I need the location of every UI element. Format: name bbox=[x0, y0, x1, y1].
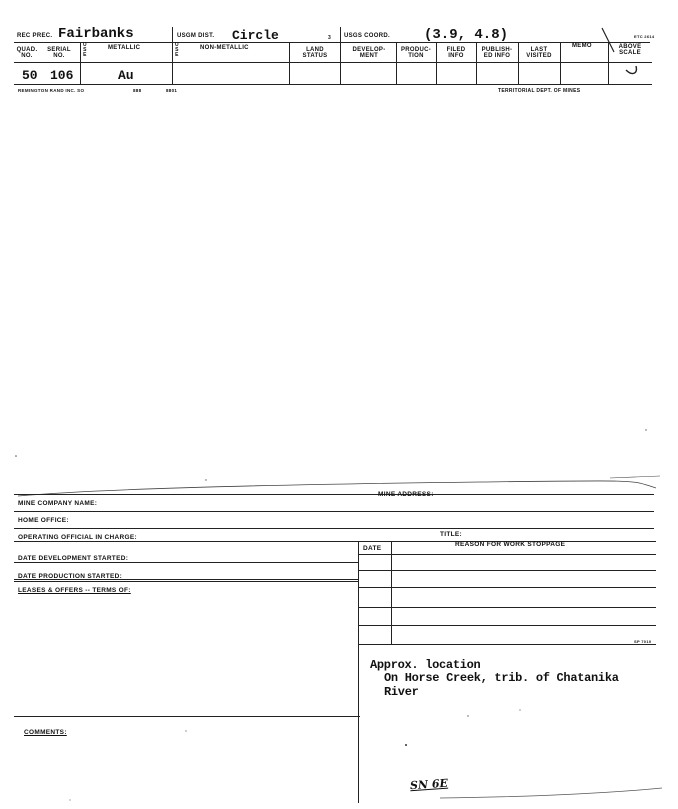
printer-code-b: 8801 bbox=[166, 88, 178, 93]
date-production-label: DATE PRODUCTION STARTED: bbox=[18, 573, 123, 580]
col-land-status: LAND STATUS bbox=[302, 47, 328, 59]
col-last-visited: LAST VISITED bbox=[526, 47, 552, 59]
col-production: PRODUC-TION bbox=[400, 47, 432, 59]
usgs-dist-label: USGM DIST. bbox=[177, 33, 215, 39]
handwritten-note: SN 6E bbox=[409, 776, 449, 793]
note-line-1: Approx. location bbox=[370, 658, 481, 672]
home-office-label: HOME OFFICE: bbox=[18, 517, 69, 524]
col-quad-no: QUAD. NO. bbox=[16, 47, 38, 59]
col-use-1: U S E bbox=[83, 42, 87, 58]
row-metallic: Au bbox=[118, 68, 134, 83]
usgs-coord-value: (3.9, 4.8) bbox=[424, 27, 509, 43]
reason-header: REASON FOR WORK STOPPAGE bbox=[455, 541, 566, 548]
top-right-code: ETC 2614 bbox=[634, 34, 655, 39]
col-metallic: METALLIC bbox=[108, 45, 141, 51]
rec-prec-value: Fairbanks bbox=[58, 26, 134, 42]
mine-address-label: MINE ADDRESS: bbox=[378, 491, 434, 498]
date-header: DATE bbox=[363, 545, 382, 552]
mine-company-name-label: MINE COMPANY NAME: bbox=[18, 500, 98, 507]
leases-label: LEASES & OFFERS -- TERMS OF: bbox=[18, 587, 131, 594]
territorial-dept: TERRITORIAL DEPT. OF MINES bbox=[498, 88, 581, 94]
col-non-metallic: NON-METALLIC bbox=[200, 45, 249, 51]
printer-code-a: 888 bbox=[133, 88, 142, 93]
col-development: DEVELOP-MENT bbox=[352, 47, 386, 59]
note-line-3: River bbox=[384, 685, 419, 699]
printer-name: REMINGTON RAND INC. SO bbox=[18, 88, 85, 93]
col-serial-no: SERIAL NO. bbox=[47, 47, 71, 59]
comments-label: COMMENTS: bbox=[24, 729, 67, 736]
row-quad: 50 bbox=[22, 68, 38, 83]
col-published-info: PUBLISH-ED INFO bbox=[481, 47, 513, 59]
col-filed-info: FILED INFO bbox=[446, 47, 466, 59]
title-label: TITLE: bbox=[440, 531, 463, 538]
col-memo: MEMO bbox=[572, 43, 592, 49]
date-development-label: DATE DEVELOPMENT STARTED: bbox=[18, 555, 129, 562]
usgs-dist-value: Circle bbox=[232, 28, 279, 43]
form-code: SP 7010 bbox=[634, 639, 652, 644]
rec-prec-label: REC PREC. bbox=[17, 33, 53, 39]
col-above-scale: ABOVE SCALE bbox=[618, 44, 642, 56]
note-line-2: On Horse Creek, trib. of Chatanika bbox=[384, 671, 619, 685]
mark-3: 3 bbox=[328, 35, 332, 41]
usgs-coord-label: USGS COORD. bbox=[344, 33, 390, 39]
row-serial: 106 bbox=[50, 68, 74, 83]
col-use-2: U S E bbox=[175, 42, 179, 58]
operating-official-label: OPERATING OFFICIAL IN CHARGE: bbox=[18, 534, 137, 541]
